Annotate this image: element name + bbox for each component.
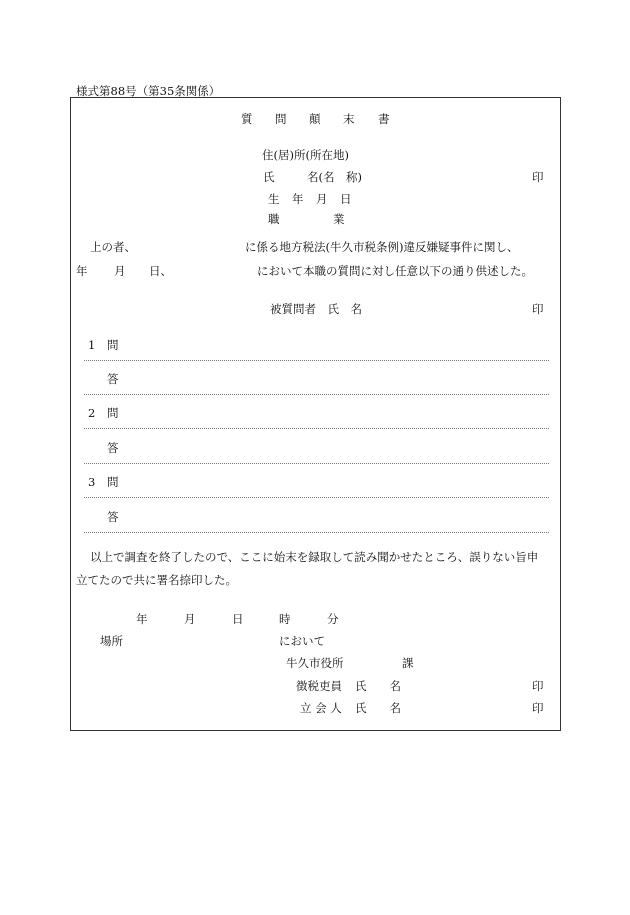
qa-1-answer-line <box>84 394 549 395</box>
title-char-3: 顛 <box>309 112 321 126</box>
qa-2-question: 問 <box>107 406 119 420</box>
birth-char-2: 年 <box>292 192 304 206</box>
intro-day: 日、 <box>149 264 172 278</box>
title-char-4: 末 <box>343 112 355 126</box>
seal-mark-official-1: 印 <box>532 679 544 693</box>
date-day: 日 <box>232 612 244 626</box>
occupation-char-1: 職 <box>268 212 280 226</box>
place-suffix: において <box>279 634 325 648</box>
qa-1-question-line <box>84 360 549 361</box>
place-label: 場所 <box>100 634 123 648</box>
qa-3-number: 3 <box>88 475 96 489</box>
address-label: 住(居)所(所在地) <box>262 148 349 162</box>
respondent-label: 被質問者 氏 名 <box>270 302 362 316</box>
official-2-name-label: 氏 名 <box>355 701 401 715</box>
intro-month: 月 <box>114 264 126 278</box>
name-label-2: 名(名 称) <box>307 170 362 184</box>
qa-3-question-line <box>84 497 549 498</box>
time-minute: 分 <box>327 612 339 626</box>
name-label-1: 氏 <box>263 170 275 184</box>
official-2-role: 立 会 人 <box>300 701 342 715</box>
birth-char-3: 月 <box>316 192 328 206</box>
form-number: 様式第88号（第35条関係） <box>76 84 221 98</box>
qa-2-answer-line <box>84 463 549 464</box>
qa-1-number: 1 <box>88 338 96 352</box>
seal-mark-respondent: 印 <box>532 302 544 316</box>
qa-2-number: 2 <box>88 406 96 420</box>
office-name: 牛久市役所 <box>286 656 344 670</box>
office-section: 課 <box>402 656 414 670</box>
time-hour: 時 <box>279 612 291 626</box>
qa-1-question: 問 <box>107 338 119 352</box>
title-char-5: 書 <box>378 112 390 126</box>
qa-1-answer: 答 <box>107 372 119 386</box>
closing-line-1: 以上で調査を終了したので、ここに始末を録取して読み聞かせたところ、誤りない旨申 <box>90 550 539 564</box>
seal-mark-subject: 印 <box>532 170 544 184</box>
occupation-char-2: 業 <box>333 212 345 226</box>
intro-year: 年 <box>76 264 88 278</box>
date-year: 年 <box>136 612 148 626</box>
birth-char-4: 日 <box>340 192 352 206</box>
intro-line2-b: において本職の質問に対し任意以下の通り供述した。 <box>257 264 533 278</box>
qa-2-answer: 答 <box>107 441 119 455</box>
official-1-role: 徴税吏員 <box>296 679 342 693</box>
closing-line-2: 立てたので共に署名捺印した。 <box>76 573 237 587</box>
qa-3-question: 問 <box>107 475 119 489</box>
qa-2-question-line <box>84 428 549 429</box>
seal-mark-official-2: 印 <box>532 701 544 715</box>
qa-3-answer: 答 <box>107 510 119 524</box>
qa-3-answer-line <box>84 532 549 533</box>
birth-char-1: 生 <box>268 192 280 206</box>
title-char-2: 問 <box>275 112 287 126</box>
title-char-1: 質 <box>241 112 253 126</box>
intro-line1-a: 上の者、 <box>90 240 136 254</box>
official-1-name-label: 氏 名 <box>355 679 401 693</box>
intro-line1-b: に係る地方税法(牛久市税条例)違反嫌疑事件に関し、 <box>245 240 519 254</box>
date-month: 月 <box>184 612 196 626</box>
